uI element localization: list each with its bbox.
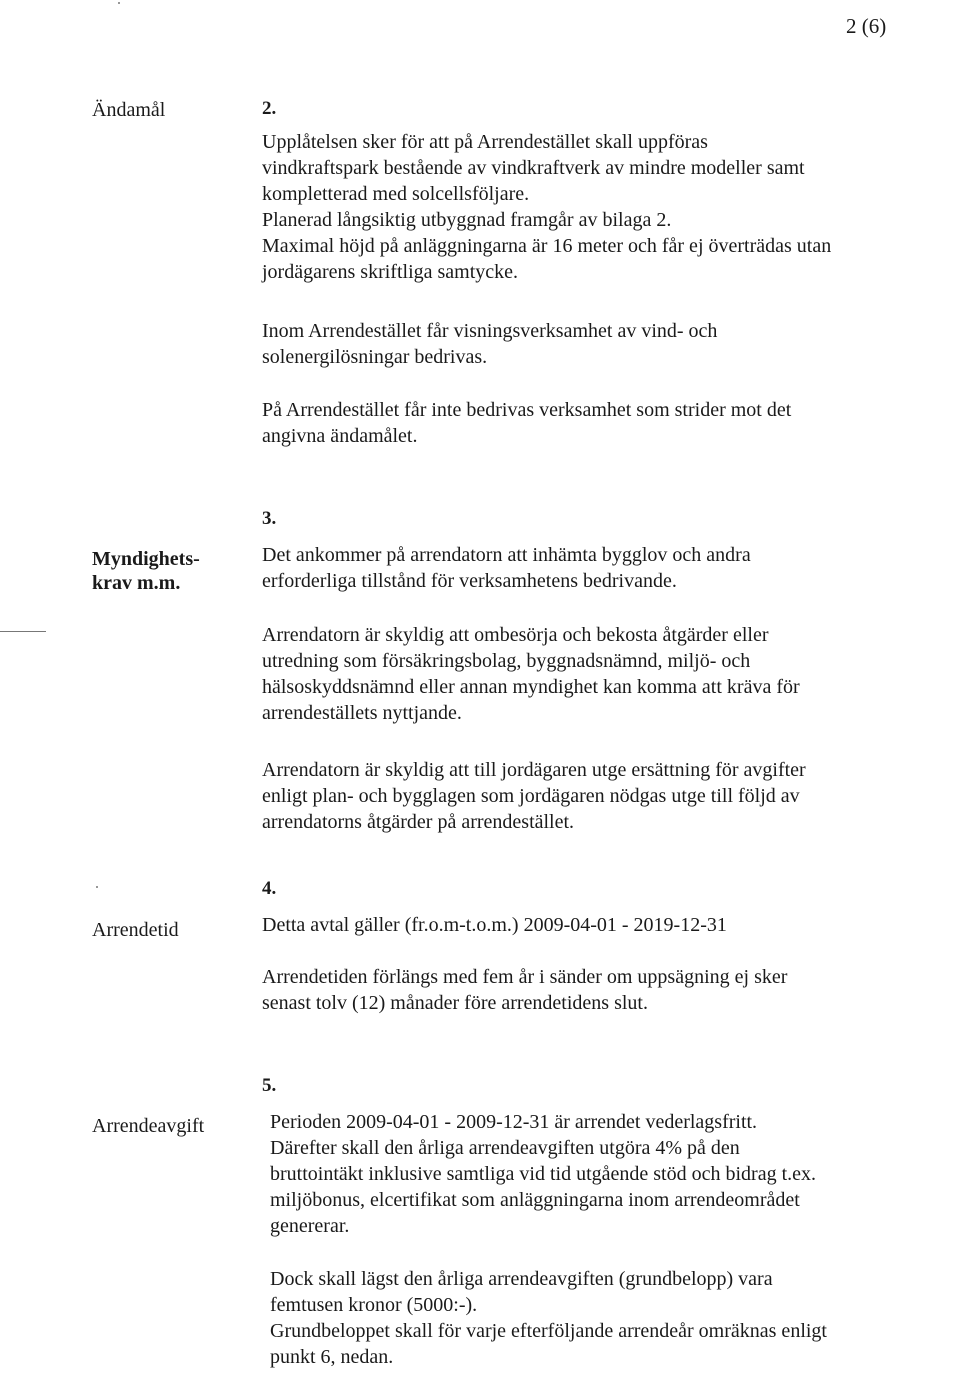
scan-speck xyxy=(96,886,98,888)
paragraph: Upplåtelsen sker för att på Arrendestället skall uppföras vindkraftspark bestående av vindkraftverk av mindre modeller samt kompletterad med solcellsföljare. Planerad långsiktig utbyggnad framgår av bilaga 2. Maximal höjd på anläggningarna är 16 meter och får ej överträdas utan jordägarens skriftliga samtycke. xyxy=(262,131,832,283)
section-label-arrendeavgift: Arrendeavgift xyxy=(92,1115,205,1137)
paragraph: Dock skall lägst den årliga arrendeavgiften (grundbelopp) vara femtusen kronor (5000:-). Grundbeloppet skall för varje efterföljande arrendeår omräknas enligt punkt 6, nedan. xyxy=(270,1268,827,1368)
paragraph: Detta avtal gäller (fr.o.m-t.o.m.) 2009-04-01 - 2019-12-31 xyxy=(262,914,727,936)
scan-speck xyxy=(118,2,120,4)
section-label-myndighetskrav: Myndighets- krav m.m. xyxy=(92,548,200,594)
section-label-andamal: Ändamål xyxy=(92,99,166,121)
paragraph: Arrendatorn är skyldig att ombesörja och bekosta åtgärder eller utredning som försäkringsbolag, byggnadsnämnd, miljö- och hälsoskyddsnämnd eller annan myndighet kan komma att kräva för arrendeställets nyttjande. xyxy=(262,624,800,724)
section-number: 4. xyxy=(262,878,277,899)
section-number: 2. xyxy=(262,98,277,119)
margin-rule xyxy=(0,631,46,632)
paragraph: Inom Arrendestället får visningsverksamhet av vind- och solenergilösningar bedrivas. xyxy=(262,320,718,368)
paragraph: Arrendatorn är skyldig att till jordägaren utge ersättning för avgifter enligt plan- och bygglagen som jordägaren nödgas utge till följd av arrendatorns åtgärder på arrendestället. xyxy=(262,759,806,833)
page-number: 2 (6) xyxy=(846,14,887,38)
section-number: 5. xyxy=(262,1075,277,1096)
paragraph: På Arrendestället får inte bedrivas verksamhet som strider mot det angivna ändamålet. xyxy=(262,399,792,447)
paragraph: Det ankommer på arrendatorn att inhämta bygglov och andra erforderliga tillstånd för verksamhetens bedrivande. xyxy=(262,544,751,592)
paragraph: Arrendetiden förlängs med fem år i sänder om uppsägning ej sker senast tolv (12) månader före arrendetidens slut. xyxy=(262,966,788,1014)
section-label-arrendetid: Arrendetid xyxy=(92,919,179,941)
section-number: 3. xyxy=(262,508,277,529)
paragraph: Perioden 2009-04-01 - 2009-12-31 är arrendet vederlagsfritt. Därefter skall den årliga arrendeavgiften utgöra 4% på den bruttointäkt inklusive samtliga vid tid utgående stöd och bidrag t.ex. miljöbonus, elcertifikat som anläggningarna inom arrendeområdet genererar. xyxy=(270,1111,817,1237)
